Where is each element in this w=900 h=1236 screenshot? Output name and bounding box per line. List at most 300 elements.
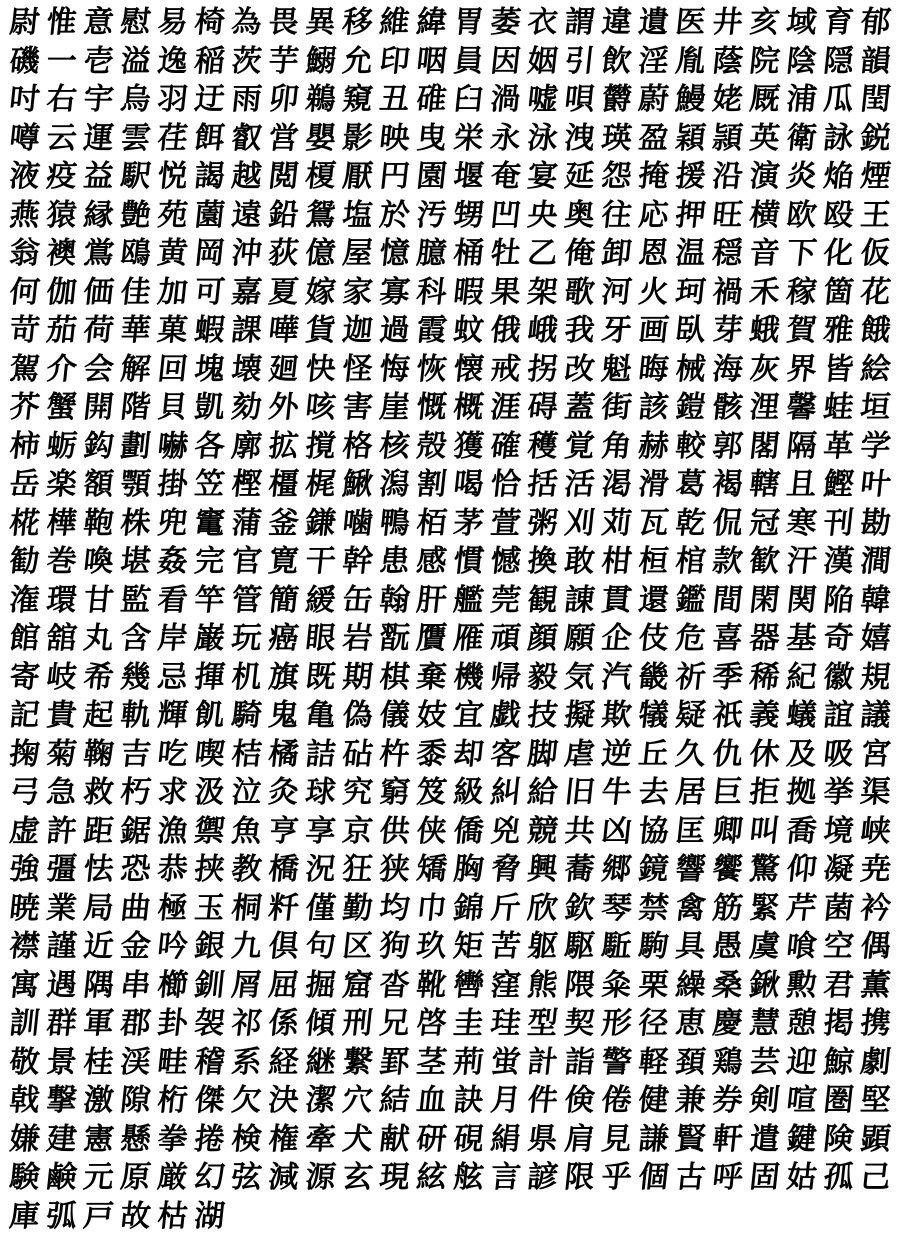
kanji-character: 宮 bbox=[855, 736, 896, 775]
kanji-character: 玖 bbox=[411, 928, 452, 967]
kanji-character: 栄 bbox=[448, 120, 489, 159]
kanji-character: 畿 bbox=[633, 659, 674, 698]
kanji-character: 丘 bbox=[633, 736, 674, 775]
kanji-character: 鏡 bbox=[633, 851, 674, 890]
kanji-character: 桑 bbox=[707, 967, 748, 1006]
kanji-character: 咳 bbox=[300, 389, 341, 428]
kanji-character: 鈎 bbox=[78, 428, 119, 467]
kanji-character: 歓 bbox=[744, 543, 785, 582]
kanji-character: 掬 bbox=[4, 736, 45, 775]
kanji-character: 挙 bbox=[818, 774, 859, 813]
kanji-character: 靴 bbox=[411, 967, 452, 1006]
kanji-character: 獲 bbox=[448, 428, 489, 467]
kanji-character: 感 bbox=[411, 543, 452, 582]
kanji-character: 緊 bbox=[744, 890, 785, 929]
kanji-character: 価 bbox=[78, 274, 119, 313]
kanji-character: 隅 bbox=[78, 967, 119, 1006]
kanji-character: 桁 bbox=[152, 1082, 193, 1121]
kanji-character: 往 bbox=[596, 197, 637, 236]
kanji-character: 境 bbox=[818, 813, 859, 852]
kanji-character: 君 bbox=[818, 967, 859, 1006]
kanji-character: 躯 bbox=[522, 928, 563, 967]
kanji-character: 蔚 bbox=[633, 81, 674, 120]
kanji-character: 虞 bbox=[744, 928, 785, 967]
kanji-character: 芽 bbox=[707, 312, 748, 351]
kanji-character: 暇 bbox=[448, 274, 489, 313]
kanji-character: 餓 bbox=[855, 312, 896, 351]
kanji-character: 害 bbox=[337, 389, 378, 428]
kanji-character: 駅 bbox=[115, 158, 156, 197]
kanji-character: 衿 bbox=[855, 890, 896, 929]
kanji-character: 楽 bbox=[41, 466, 82, 505]
kanji-character: 迎 bbox=[781, 1044, 822, 1083]
kanji-character: 慶 bbox=[707, 1005, 748, 1044]
kanji-character: 肩 bbox=[559, 1121, 600, 1160]
kanji-character: 岸 bbox=[152, 620, 193, 659]
kanji-character: 頑 bbox=[485, 620, 526, 659]
kanji-character: 計 bbox=[522, 1044, 563, 1083]
kanji-character: 欣 bbox=[522, 890, 563, 929]
kanji-character: 換 bbox=[522, 543, 563, 582]
kanji-character: 庫 bbox=[4, 1198, 45, 1236]
kanji-character: 皆 bbox=[818, 351, 859, 390]
kanji-character: 伎 bbox=[633, 620, 674, 659]
kanji-character: 危 bbox=[670, 620, 711, 659]
kanji-character: 饗 bbox=[707, 851, 748, 890]
kanji-character: 鎌 bbox=[300, 505, 341, 544]
kanji-character: 僅 bbox=[300, 890, 341, 929]
kanji-character: 瓜 bbox=[818, 81, 859, 120]
kanji-character: 隔 bbox=[781, 428, 822, 467]
kanji-character: 潔 bbox=[300, 1082, 341, 1121]
kanji-character: 覚 bbox=[559, 428, 600, 467]
kanji-character: 激 bbox=[78, 1082, 119, 1121]
kanji-character: 救 bbox=[78, 774, 119, 813]
kanji-character: 榎 bbox=[300, 158, 341, 197]
kanji-character: 恰 bbox=[485, 466, 526, 505]
kanji-character: 筋 bbox=[707, 890, 748, 929]
kanji-character: 逸 bbox=[152, 43, 193, 82]
kanji-character: 共 bbox=[559, 813, 600, 852]
kanji-character: 絃 bbox=[411, 1159, 452, 1198]
kanji-character: 舷 bbox=[448, 1159, 489, 1198]
kanji-character: 櫛 bbox=[152, 967, 193, 1006]
kanji-character: 粂 bbox=[596, 967, 637, 1006]
kanji-character: 癌 bbox=[263, 620, 304, 659]
kanji-character: 可 bbox=[189, 274, 230, 313]
kanji-character: 兼 bbox=[670, 1082, 711, 1121]
kanji-character: 蒲 bbox=[226, 505, 267, 544]
kanji-character: 卦 bbox=[152, 1005, 193, 1044]
kanji-character: 穫 bbox=[522, 428, 563, 467]
kanji-character: 恢 bbox=[411, 351, 452, 390]
kanji-character: 級 bbox=[448, 774, 489, 813]
kanji-character: 違 bbox=[596, 4, 637, 43]
kanji-character: 翰 bbox=[374, 582, 415, 621]
kanji-character: 延 bbox=[559, 158, 600, 197]
kanji-character: 玉 bbox=[189, 890, 230, 929]
kanji-character: 堅 bbox=[855, 1082, 896, 1121]
kanji-character: 芥 bbox=[4, 389, 45, 428]
kanji-character: 垣 bbox=[855, 389, 896, 428]
kanji-character: 傾 bbox=[300, 1005, 341, 1044]
kanji-character: 郁 bbox=[855, 4, 896, 43]
kanji-character: 虐 bbox=[559, 736, 600, 775]
kanji-character: 掲 bbox=[818, 1005, 859, 1044]
kanji-character: 矯 bbox=[411, 851, 452, 890]
kanji-character: 凶 bbox=[596, 813, 637, 852]
kanji-character: 蔭 bbox=[707, 43, 748, 82]
kanji-character: 沓 bbox=[374, 967, 415, 1006]
kanji-character: 況 bbox=[300, 851, 341, 890]
kanji-character: 古 bbox=[670, 1159, 711, 1198]
kanji-character: 蛾 bbox=[744, 312, 785, 351]
kanji-character: 貴 bbox=[41, 697, 82, 736]
kanji-character: 侠 bbox=[411, 813, 452, 852]
kanji-character: 怪 bbox=[337, 351, 378, 390]
kanji-character: 彊 bbox=[41, 851, 82, 890]
kanji-character: 鎧 bbox=[670, 389, 711, 428]
kanji-character: 街 bbox=[596, 389, 637, 428]
kanji-character: 矩 bbox=[448, 928, 489, 967]
kanji-character: 映 bbox=[374, 120, 415, 159]
kanji-character: 隈 bbox=[559, 967, 600, 1006]
kanji-character: 拡 bbox=[263, 428, 304, 467]
kanji-character: 演 bbox=[744, 158, 785, 197]
kanji-character: 影 bbox=[337, 120, 378, 159]
kanji-character: 砧 bbox=[337, 736, 378, 775]
kanji-character: 莞 bbox=[485, 582, 526, 621]
kanji-character: 看 bbox=[152, 582, 193, 621]
kanji-character: 厭 bbox=[337, 158, 378, 197]
kanji-character: 医 bbox=[670, 4, 711, 43]
kanji-character: 吸 bbox=[818, 736, 859, 775]
kanji-character: 勘 bbox=[855, 505, 896, 544]
kanji-character: 恩 bbox=[633, 235, 674, 274]
kanji-character: 献 bbox=[374, 1121, 415, 1160]
kanji-character: 為 bbox=[226, 4, 267, 43]
kanji-character: 冠 bbox=[744, 505, 785, 544]
kanji-character: 険 bbox=[818, 1121, 859, 1160]
kanji-character: 愚 bbox=[707, 928, 748, 967]
kanji-character: 屈 bbox=[263, 967, 304, 1006]
kanji-character: 黍 bbox=[411, 736, 452, 775]
kanji-character: 検 bbox=[226, 1121, 267, 1160]
kanji-character: 県 bbox=[522, 1121, 563, 1160]
kanji-character: 荷 bbox=[78, 312, 119, 351]
kanji-character: 寡 bbox=[374, 274, 415, 313]
kanji-character: 兜 bbox=[152, 505, 193, 544]
kanji-character: 月 bbox=[485, 1082, 526, 1121]
kanji-character: 窪 bbox=[485, 967, 526, 1006]
kanji-character: 孤 bbox=[818, 1159, 859, 1198]
kanji-character: 苅 bbox=[596, 505, 637, 544]
kanji-character: 遠 bbox=[226, 197, 267, 236]
kanji-character: 魚 bbox=[226, 813, 267, 852]
kanji-character: 塩 bbox=[337, 197, 378, 236]
kanji-character: 関 bbox=[781, 582, 822, 621]
kanji-character: 含 bbox=[115, 620, 156, 659]
kanji-character: 温 bbox=[670, 235, 711, 274]
kanji-character: 敢 bbox=[559, 543, 600, 582]
kanji-character: 祈 bbox=[670, 659, 711, 698]
kanji-character: 化 bbox=[818, 235, 859, 274]
kanji-character: 牽 bbox=[300, 1121, 341, 1160]
kanji-character: 旗 bbox=[263, 659, 304, 698]
kanji-character: 串 bbox=[115, 967, 156, 1006]
kanji-character: 外 bbox=[263, 389, 304, 428]
kanji-character: 笈 bbox=[411, 774, 452, 813]
kanji-character: 徽 bbox=[818, 659, 859, 698]
kanji-character: 概 bbox=[448, 389, 489, 428]
kanji-character: 刊 bbox=[818, 505, 859, 544]
kanji-character: 鰹 bbox=[818, 466, 859, 505]
kanji-character: 陥 bbox=[818, 582, 859, 621]
kanji-character: 穏 bbox=[707, 235, 748, 274]
kanji-character: 携 bbox=[855, 1005, 896, 1044]
kanji-character: 河 bbox=[596, 274, 637, 313]
kanji-character: 群 bbox=[41, 1005, 82, 1044]
kanji-character: 宇 bbox=[78, 81, 119, 120]
kanji-character: 錦 bbox=[448, 890, 489, 929]
kanji-character: 海 bbox=[707, 351, 748, 390]
kanji-character: 仇 bbox=[707, 736, 748, 775]
kanji-character: 窺 bbox=[337, 81, 378, 120]
kanji-character: 憲 bbox=[78, 1121, 119, 1160]
kanji-character: 牙 bbox=[596, 312, 637, 351]
kanji-character: 碍 bbox=[522, 389, 563, 428]
kanji-character: 怯 bbox=[78, 851, 119, 890]
kanji-character: 疫 bbox=[41, 158, 82, 197]
kanji-character: 桔 bbox=[226, 736, 267, 775]
kanji-character: 峡 bbox=[855, 813, 896, 852]
kanji-character: 間 bbox=[707, 582, 748, 621]
kanji-character: 机 bbox=[226, 659, 267, 698]
kanji-character: 熊 bbox=[522, 967, 563, 1006]
kanji-character: 遣 bbox=[744, 1121, 785, 1160]
kanji-character: 磯 bbox=[4, 43, 45, 82]
kanji-character: 係 bbox=[263, 1005, 304, 1044]
kanji-character: 浬 bbox=[744, 389, 785, 428]
kanji-character: 具 bbox=[670, 928, 711, 967]
kanji-character: 褐 bbox=[707, 466, 748, 505]
kanji-character: 喝 bbox=[448, 466, 489, 505]
kanji-character: 育 bbox=[818, 4, 859, 43]
kanji-character: 運 bbox=[78, 120, 119, 159]
kanji-character: 慰 bbox=[115, 4, 156, 43]
kanji-character: 券 bbox=[707, 1082, 748, 1121]
kanji-character: 犬 bbox=[337, 1121, 378, 1160]
kanji-character: 金 bbox=[115, 928, 156, 967]
kanji-character: 儀 bbox=[374, 697, 415, 736]
kanji-character: 逆 bbox=[596, 736, 637, 775]
kanji-character: 鬼 bbox=[263, 697, 304, 736]
kanji-character: 兄 bbox=[374, 1005, 415, 1044]
kanji-character: 閑 bbox=[744, 582, 785, 621]
kanji-character: 貫 bbox=[596, 582, 637, 621]
kanji-character: 荏 bbox=[152, 120, 193, 159]
kanji-character: 撹 bbox=[300, 428, 341, 467]
kanji-character: 喬 bbox=[781, 813, 822, 852]
kanji-character: 灸 bbox=[263, 774, 304, 813]
kanji-character: 供 bbox=[374, 813, 415, 852]
kanji-character: 何 bbox=[4, 274, 45, 313]
kanji-character: 壊 bbox=[226, 351, 267, 390]
kanji-character: 鋭 bbox=[855, 120, 896, 159]
kanji-character: 易 bbox=[152, 4, 193, 43]
kanji-character: 顎 bbox=[115, 466, 156, 505]
kanji-character: 援 bbox=[670, 158, 711, 197]
kanji-character: 企 bbox=[596, 620, 637, 659]
kanji-character: 烏 bbox=[115, 81, 156, 120]
kanji-character: 拠 bbox=[781, 774, 822, 813]
kanji-character: 刑 bbox=[337, 1005, 378, 1044]
kanji-character: 型 bbox=[522, 1005, 563, 1044]
kanji-character: 卯 bbox=[263, 81, 304, 120]
kanji-character: 雨 bbox=[226, 81, 267, 120]
kanji-character: 下 bbox=[781, 235, 822, 274]
kanji-character: 駆 bbox=[559, 928, 600, 967]
kanji-character: 勧 bbox=[4, 543, 45, 582]
kanji-character: 快 bbox=[300, 351, 341, 390]
kanji-character: 碓 bbox=[411, 81, 452, 120]
kanji-character: 樺 bbox=[41, 505, 82, 544]
kanji-character: 霞 bbox=[411, 312, 452, 351]
kanji-character: 栗 bbox=[633, 967, 674, 1006]
kanji-character: 閏 bbox=[855, 81, 896, 120]
kanji-character: 韓 bbox=[855, 582, 896, 621]
kanji-character: 館 bbox=[4, 620, 45, 659]
kanji-character: 箇 bbox=[818, 274, 859, 313]
kanji-character: 幾 bbox=[115, 659, 156, 698]
kanji-character: 苛 bbox=[4, 312, 45, 351]
kanji-character: 噛 bbox=[337, 505, 378, 544]
kanji-character: 却 bbox=[448, 736, 489, 775]
kanji-character: 欽 bbox=[559, 890, 600, 929]
kanji-character: 暁 bbox=[4, 890, 45, 929]
kanji-character: 仰 bbox=[781, 851, 822, 890]
kanji-character: 渠 bbox=[855, 774, 896, 813]
kanji-character: 俄 bbox=[485, 312, 526, 351]
kanji-character: 潟 bbox=[374, 466, 415, 505]
kanji-character: 棄 bbox=[411, 659, 452, 698]
character-grid bbox=[6, 4, 894, 1236]
kanji-character: 椅 bbox=[189, 4, 230, 43]
kanji-character: 衣 bbox=[522, 4, 563, 43]
kanji-character: 見 bbox=[596, 1121, 637, 1160]
kanji-character: 印 bbox=[374, 43, 415, 82]
kanji-character: 会 bbox=[78, 351, 119, 390]
kanji-character: 郭 bbox=[707, 428, 748, 467]
kanji-character: 柿 bbox=[4, 428, 45, 467]
kanji-character: 架 bbox=[522, 274, 563, 313]
kanji-character: 駒 bbox=[633, 928, 674, 967]
kanji-character: 掩 bbox=[633, 158, 674, 197]
kanji-character: 緩 bbox=[300, 582, 341, 621]
kanji-character: 建 bbox=[41, 1121, 82, 1160]
kanji-character: 景 bbox=[41, 1044, 82, 1083]
kanji-character: 茎 bbox=[411, 1044, 452, 1083]
kanji-character: 株 bbox=[115, 505, 156, 544]
kanji-character: 極 bbox=[152, 890, 193, 929]
kanji-character: 桶 bbox=[448, 235, 489, 274]
kanji-character: 椛 bbox=[4, 505, 45, 544]
kanji-character: 閲 bbox=[263, 158, 304, 197]
kanji-character: 決 bbox=[263, 1082, 304, 1121]
kanji-character: 蟻 bbox=[781, 697, 822, 736]
kanji-character: 形 bbox=[596, 1005, 637, 1044]
kanji-character: 岐 bbox=[41, 659, 82, 698]
kanji-character: 虚 bbox=[4, 813, 45, 852]
kanji-character: 缶 bbox=[337, 582, 378, 621]
kanji-character: 茨 bbox=[226, 43, 267, 82]
kanji-character: 劃 bbox=[115, 428, 156, 467]
kanji-character: 喧 bbox=[781, 1082, 822, 1121]
kanji-character: 糾 bbox=[485, 774, 526, 813]
kanji-character: 鴎 bbox=[115, 235, 156, 274]
kanji-character: 乎 bbox=[596, 1159, 637, 1198]
kanji-character: 迦 bbox=[337, 312, 378, 351]
kanji-character: 釜 bbox=[263, 505, 304, 544]
kanji-character: 笠 bbox=[189, 466, 230, 505]
kanji-character: 課 bbox=[226, 312, 267, 351]
kanji-character: 血 bbox=[411, 1082, 452, 1121]
kanji-character: 英 bbox=[744, 120, 785, 159]
kanji-character: 宜 bbox=[448, 697, 489, 736]
kanji-character: 黄 bbox=[152, 235, 193, 274]
kanji-character: 且 bbox=[781, 466, 822, 505]
kanji-character: 駈 bbox=[596, 928, 637, 967]
kanji-character: 凹 bbox=[485, 197, 526, 236]
kanji-character: 狂 bbox=[337, 851, 378, 890]
kanji-character: 棺 bbox=[670, 543, 711, 582]
kanji-character: 澗 bbox=[855, 543, 896, 582]
kanji-character: 馨 bbox=[781, 389, 822, 428]
kanji-character: 於 bbox=[374, 197, 415, 236]
kanji-character: 拒 bbox=[744, 774, 785, 813]
kanji-character: 固 bbox=[744, 1159, 785, 1198]
kanji-character: 轄 bbox=[744, 466, 785, 505]
kanji-character: 稼 bbox=[781, 274, 822, 313]
kanji-character: 額 bbox=[78, 466, 119, 505]
kanji-character: 桐 bbox=[226, 890, 267, 929]
kanji-character: 限 bbox=[559, 1159, 600, 1198]
kanji-character: 井 bbox=[707, 4, 748, 43]
kanji-character: 均 bbox=[374, 890, 415, 929]
kanji-character: 棋 bbox=[374, 659, 415, 698]
kanji-character: 規 bbox=[855, 659, 896, 698]
kanji-character: 涯 bbox=[485, 389, 526, 428]
kanji-character: 緯 bbox=[411, 4, 452, 43]
kanji-character: 瓦 bbox=[633, 505, 674, 544]
kanji-character: 益 bbox=[78, 158, 119, 197]
kanji-character: 諌 bbox=[559, 582, 600, 621]
kanji-character: 屋 bbox=[337, 235, 378, 274]
kanji-character: 紀 bbox=[781, 659, 822, 698]
kanji-character: 眼 bbox=[300, 620, 341, 659]
kanji-character: 研 bbox=[411, 1121, 452, 1160]
kanji-character: 騎 bbox=[226, 697, 267, 736]
kanji-character: 屑 bbox=[226, 967, 267, 1006]
kanji-character: 鶏 bbox=[707, 1044, 748, 1083]
kanji-character: 環 bbox=[41, 582, 82, 621]
kanji-character: 教 bbox=[226, 851, 267, 890]
kanji-character: 曲 bbox=[115, 890, 156, 929]
kanji-character: 源 bbox=[300, 1159, 341, 1198]
kanji-character: 煙 bbox=[855, 158, 896, 197]
kanji-character: 嫌 bbox=[4, 1121, 45, 1160]
kanji-character: 響 bbox=[670, 851, 711, 890]
